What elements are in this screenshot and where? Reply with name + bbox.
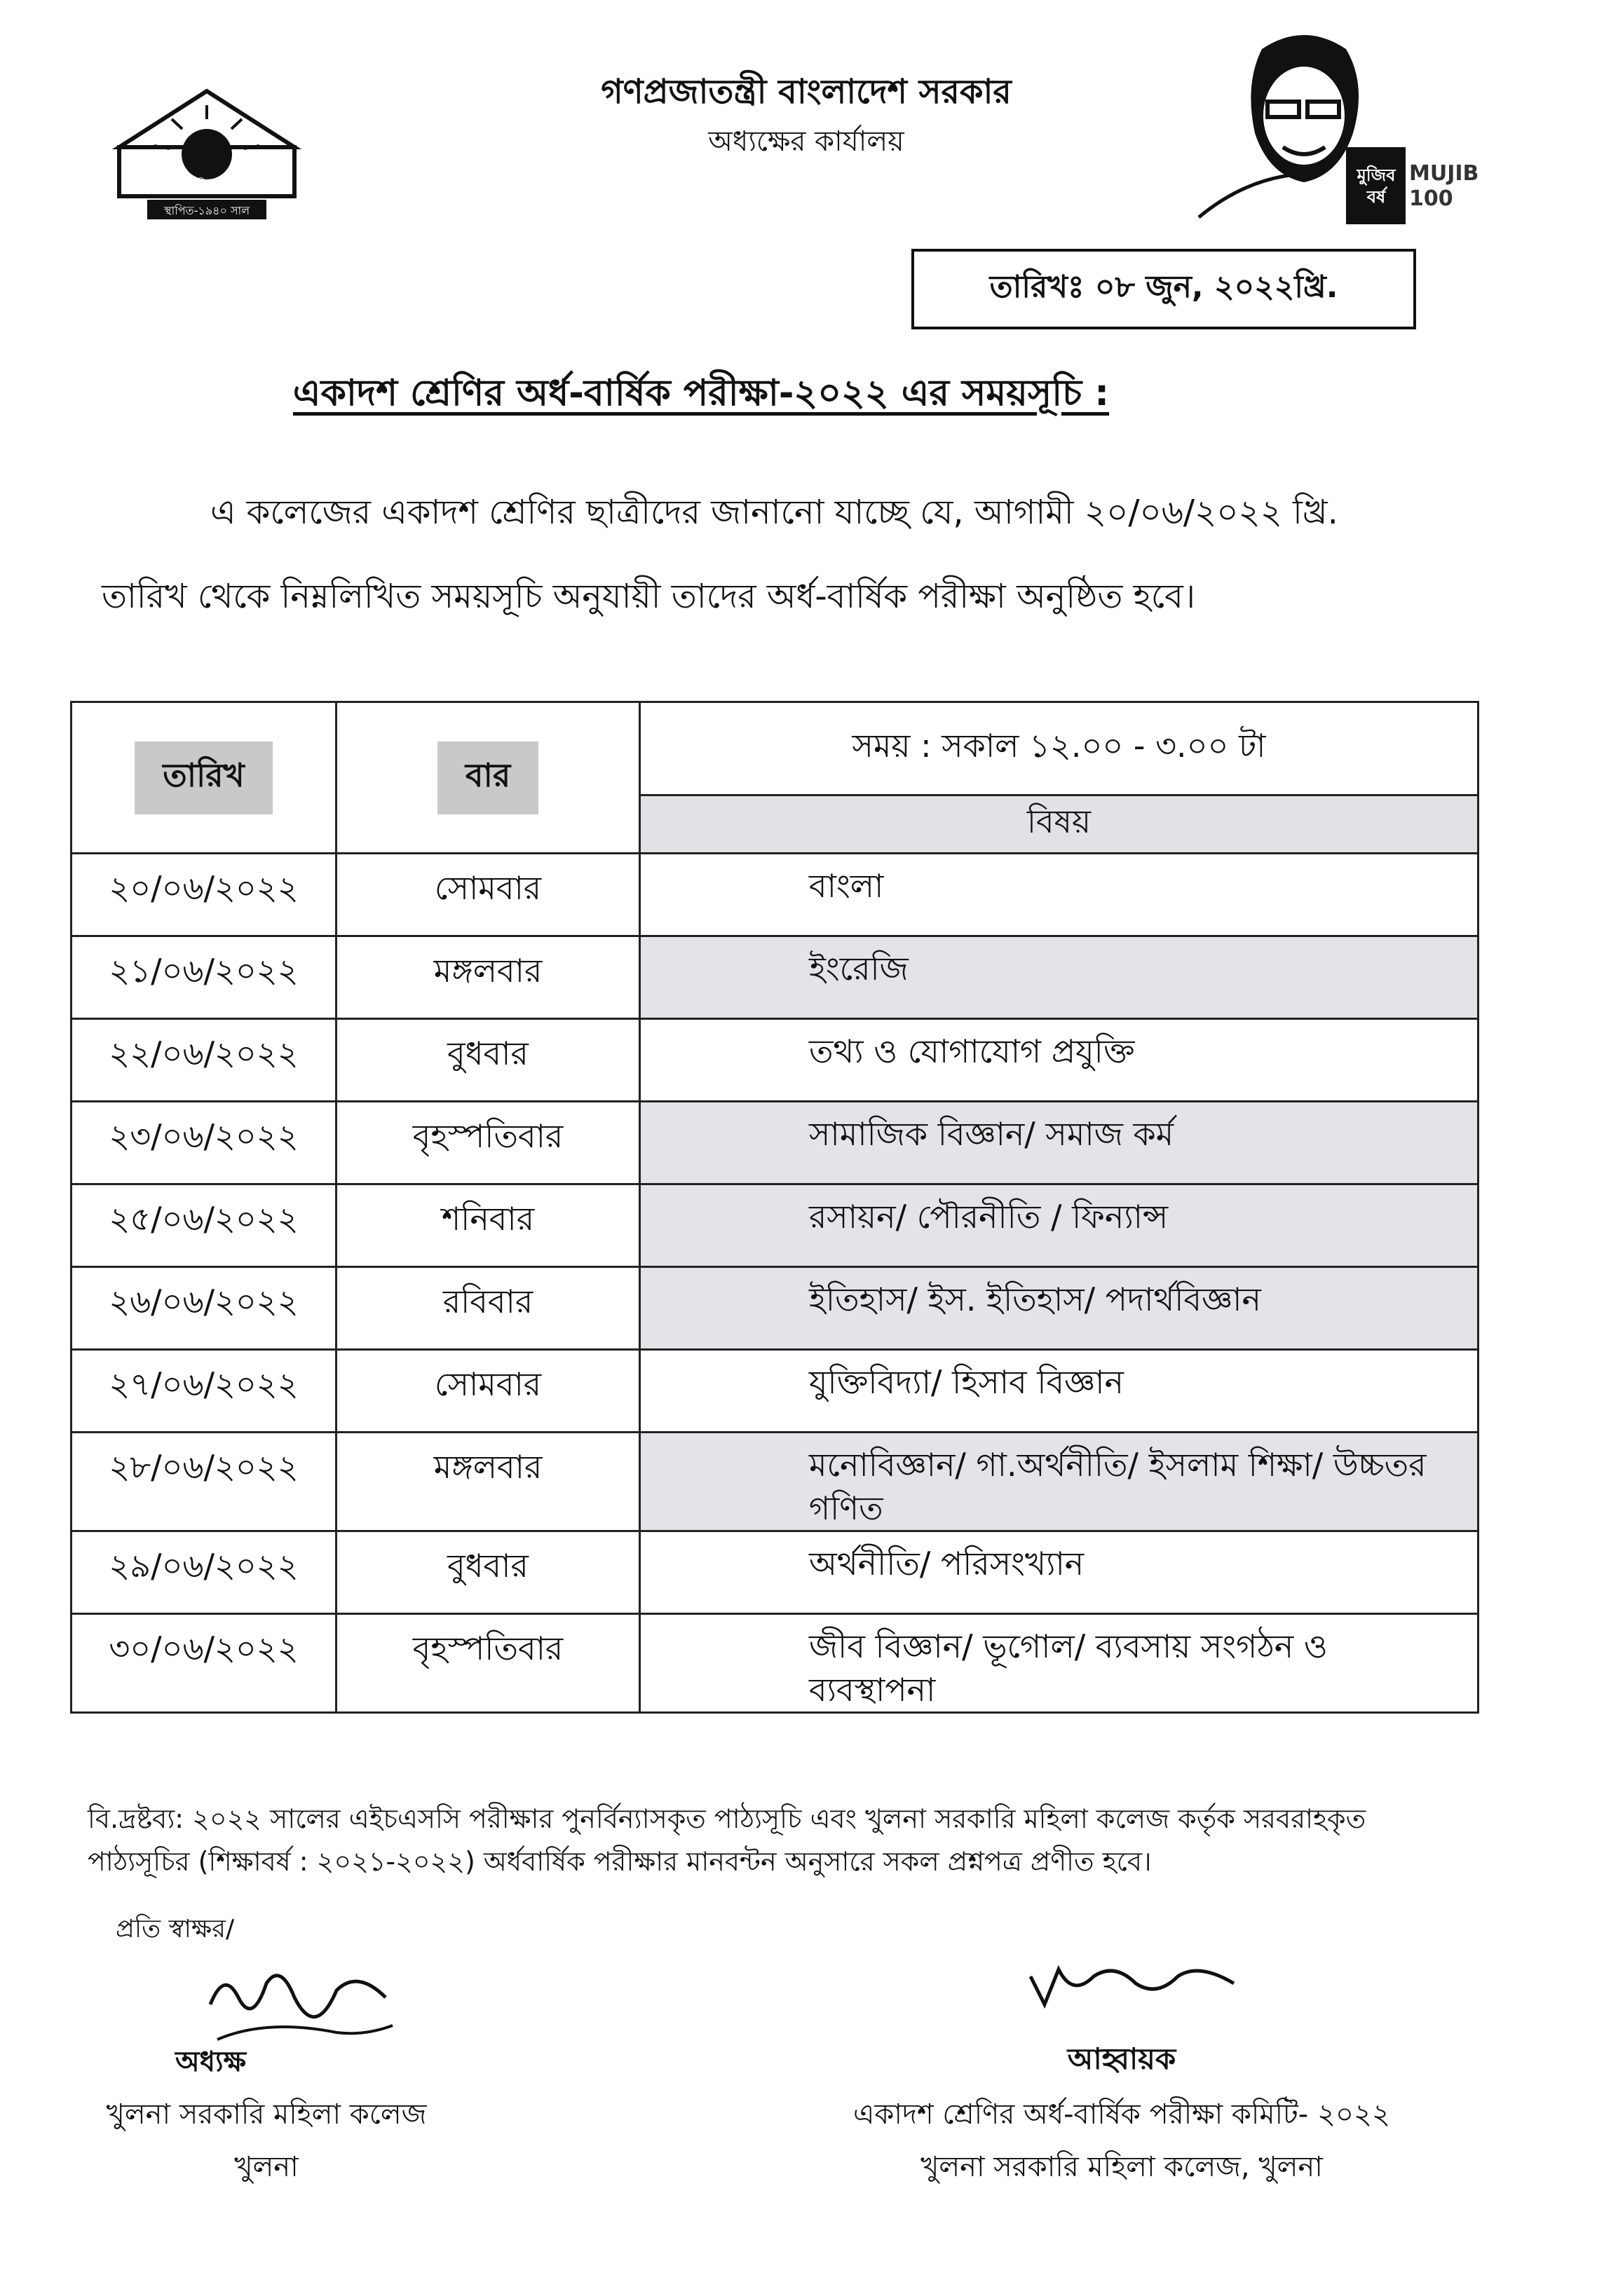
table-row — [72, 936, 1479, 1019]
row-date: ২২/০৬/২০২২ — [72, 1019, 337, 1102]
row-day: সোমবার — [337, 1350, 640, 1433]
header-day-label: বার — [437, 742, 538, 814]
row-subject: তথ্য ও যোগাযোগ প্রযুক্তি — [640, 1019, 1479, 1102]
date-box — [911, 249, 1416, 329]
header-subject: বিষয় — [640, 795, 1479, 854]
header-date-label: তারিখ — [135, 742, 273, 814]
intro-line-1: এ কলেজের একাদশ শ্রেণির ছাত্রীদের জানানো যাচ্ছে যে, আগামী ২০/০৬/২০২২ খ্রি. — [210, 493, 1338, 532]
row-subject: মনোবিজ্ঞান/ গা.অর্থনীতি/ ইসলাম শিক্ষা/ উচ্চতর গণিত — [640, 1433, 1479, 1531]
row-day: সোমবার — [337, 854, 640, 936]
table-row — [72, 1433, 1479, 1531]
table-row — [72, 1184, 1479, 1267]
row-date: ২৩/০৬/২০২২ — [72, 1102, 337, 1184]
row-subject: বাংলা — [640, 854, 1479, 936]
convener-title: আহ্বায়ক — [1067, 2042, 1176, 2076]
issue-date: তারিখঃ ০৮ জুন, ২০২২খ্রি. — [989, 269, 1338, 305]
row-date: ২১/০৬/২০২২ — [72, 936, 337, 1019]
principal-college: খুলনা সরকারি মহিলা কলেজ — [106, 2098, 427, 2131]
mujib-logo-bn: মুজিব বর্ষ — [1357, 165, 1396, 207]
table-row — [72, 1267, 1479, 1350]
row-date: ৩০/০৬/২০২২ — [72, 1614, 337, 1713]
table-row — [72, 1019, 1479, 1102]
mujib-100-logo — [1185, 21, 1479, 231]
convener-signature — [1024, 1948, 1248, 2025]
note-text: বি.দ্রষ্টব্য: ২০২২ সালের এইচএসসি পরীক্ষার পুনর্বিন্যাসকৃত পাঠ্যসূচি এবং খুলনা সরকারি মহিলা কলেজ কর্তৃক সরবরাহকৃত পাঠ্যসূচির (শিক্ষাবর্ষ : ২০২১-২০২২) অর্ধবার্ষিক পরীক্ষার মানবন্টন অনুসারে সকল প্রশ্নপত্র প্রণীত হবে। — [88, 1803, 1366, 1877]
government-title: গণপ্রজাতন্ত্রী বাংলাদেশ সরকার — [601, 72, 1012, 111]
table-row — [72, 1102, 1479, 1184]
row-subject: রসায়ন/ পৌরনীতি / ফিন্যান্স — [640, 1184, 1479, 1267]
row-subject: যুক্তিবিদ্যা/ হিসাব বিজ্ঞান — [640, 1350, 1479, 1433]
table-row — [72, 1531, 1479, 1614]
college-logo — [105, 70, 308, 224]
row-date: ২০/০৬/২০২২ — [72, 854, 337, 936]
row-subject: অর্থনীতি/ পরিসংখ্যান — [640, 1531, 1479, 1614]
table-row — [72, 1614, 1479, 1713]
row-day: বৃহস্পতিবার — [337, 1102, 640, 1184]
row-subject: সামাজিক বিজ্ঞান/ সমাজ কর্ম — [640, 1102, 1479, 1184]
convener-college: খুলনা সরকারি মহিলা কলেজ, খুলনা — [920, 2151, 1323, 2183]
row-date: ২৭/০৬/২০২২ — [72, 1350, 337, 1433]
row-date: ২৫/০৬/২০২২ — [72, 1184, 337, 1267]
row-date: ২৮/০৬/২০২২ — [72, 1433, 337, 1531]
table-row — [72, 1350, 1479, 1433]
college-logo-text: খুলনা সরকারি মহিলা কলেজ — [151, 178, 263, 189]
convener-committee: একাদশ শ্রেণির অর্ধ-বার্ষিক পরীক্ষা কমিটি- ২০২২ — [853, 2098, 1390, 2131]
row-day: মঙ্গলবার — [337, 1433, 640, 1531]
header-day — [337, 702, 640, 854]
row-subject: ইতিহাস/ ইস. ইতিহাস/ পদার্থবিজ্ঞান — [640, 1267, 1479, 1350]
table-row — [72, 854, 1479, 936]
principal-city: খুলনা — [234, 2151, 299, 2183]
row-date: ২৯/০৬/২০২২ — [72, 1531, 337, 1614]
table-header-row — [72, 702, 1479, 795]
row-subject: ইংরেজি — [640, 936, 1479, 1019]
intro-line-2: তারিখ থেকে নিম্নলিখিত সময়সূচি অনুযায়ী তাদের অর্ধ-বার্ষিক পরীক্ষা অনুষ্ঠিত হবে। — [102, 577, 1195, 616]
row-subject: জীব বিজ্ঞান/ ভূগোল/ ব্যবসায় সংগঠন ও ব্যবস্থাপনা — [640, 1614, 1479, 1713]
row-day: মঙ্গলবার — [337, 936, 640, 1019]
document-heading: একাদশ শ্রেণির অর্ধ-বার্ষিক পরীক্ষা-২০২২ এর সময়সূচি : — [292, 372, 1110, 414]
row-day: বুধবার — [337, 1531, 640, 1614]
college-logo-est: স্থাপিত-১৯৪০ সাল — [163, 204, 250, 217]
header-time: সময় : সকাল ১২.০০ - ৩.০০ টা — [640, 702, 1479, 795]
header-date — [72, 702, 337, 854]
row-day: রবিবার — [337, 1267, 640, 1350]
row-day: বুধবার — [337, 1019, 640, 1102]
exam-schedule-table — [70, 701, 1479, 1714]
row-day: শনিবার — [337, 1184, 640, 1267]
office-title: অধ্যক্ষের কার্যালয় — [708, 125, 904, 158]
principal-title: অধ্যক্ষ — [175, 2046, 247, 2078]
row-date: ২৬/০৬/২০২২ — [72, 1267, 337, 1350]
copy-sign-label: প্রতি স্বাক্ষর/ — [116, 1915, 235, 1943]
mujib-logo-en: MUJIB 100 — [1409, 161, 1479, 211]
row-day: বৃহস্পতিবার — [337, 1614, 640, 1713]
